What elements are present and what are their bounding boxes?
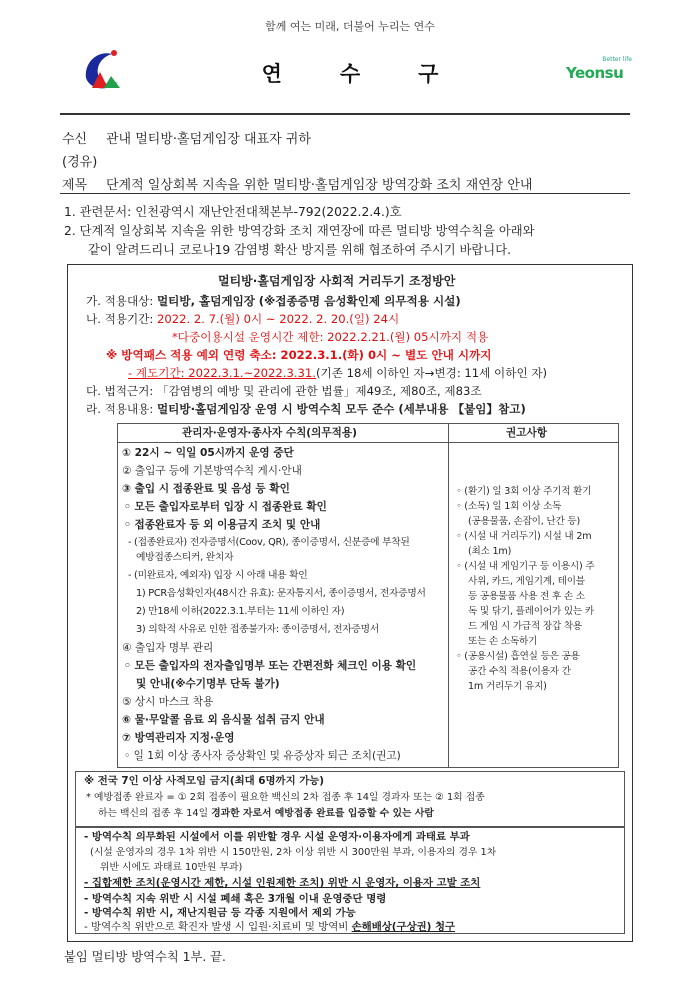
item-da <box>86 383 482 399</box>
rule-6: ⑥ 물·무알콜 음료 외 음식물 섭취 금지 안내 <box>122 714 325 726</box>
item-na <box>86 311 399 327</box>
rule-4: ④ 출입자 명부 관리 <box>122 642 214 654</box>
pass-exception-note: ※ 방역패스 적용 예외 연령 축소: 2022.3.1.(화) 0시 ~ 별도 안내 시까지 <box>106 348 492 362</box>
guidance-period-change: (기존 18세 이하인 자→변경: 11세 이하인 자) <box>315 366 548 380</box>
subject-label: 제목 <box>62 178 88 193</box>
rule-3-sub-2: ◦ 접종완료자 등 외 이용금지 조치 및 안내 <box>124 519 321 531</box>
rule-7-sub: ◦ 일 1회 이상 종사자 증상확인 및 유증상자 퇴근 조치(권고) <box>124 750 401 762</box>
penalty-damages <box>84 920 455 935</box>
rule-5: ⑤ 상시 마스크 착용 <box>122 696 214 708</box>
rule-3-sub-1: ◦ 모든 출입자로부터 입장 시 접종완료 확인 <box>124 501 327 513</box>
item-ga <box>86 293 461 309</box>
rule-4-sub: ◦ 모든 출입자의 전자출입명부 또는 간편전화 체크인 이용 확인 <box>124 660 417 672</box>
item-na-value: 2022. 2. 7.(월) 0시 ~ 2022. 2. 20.(일) 24시 <box>156 312 400 326</box>
rec-games-cont-3: 독 및 닦기, 플레이어가 있는 카 <box>468 606 594 617</box>
yeonsu-brand-logo <box>566 56 634 86</box>
header-divider <box>60 113 630 115</box>
penalty-box <box>75 827 625 934</box>
brand-tagline: Better life <box>602 56 632 63</box>
item-ra-label: 라. 적용내용: <box>86 402 154 416</box>
penalty-damages-plain: - 방역수칙 위반으로 확진자 발생 시 입원·치료비 및 방역비 <box>84 921 352 933</box>
paragraph-2-line-1: 2. 단계적 일상회복 지속을 위한 방역강화 조치 재연장에 따른 멀티방 방역수칙을 아래와 <box>64 224 535 238</box>
brand-wordmark: Yeonsu <box>566 64 624 82</box>
item-na-label: 나. 적용기간: <box>86 312 154 326</box>
via-line: (경유) <box>62 155 98 170</box>
rec-ventilation: ◦ (환기) 일 3회 이상 주기적 환기 <box>456 486 592 497</box>
rec-common-cont-1: 공간 수칙 적용(이용자 간 <box>468 666 571 677</box>
attachment-line: 붙임 멀티방 방역수칙 1부. 끝. <box>64 950 226 964</box>
table-column-divider <box>448 424 449 767</box>
rule-3-vaccinated: - (접종완료자) 전자증명서(Coov, QR), 종이증명서, 신분증에 부착된 <box>128 537 410 548</box>
rec-common: ◦ (공용시설) 흡연실 등은 공용 <box>456 651 580 662</box>
paragraph-2-line-2: 같이 알려드리니 코로나19 감염병 확산 방지를 위해 협조하여 주시기 바랍니다. <box>88 243 511 257</box>
paragraph-1: 1. 관련문서: 인천광역시 재난안전대책본부-792(2022.2.4.)호 <box>64 205 402 219</box>
rule-3-medical: 3) 의학적 사유로 인한 접종불가자: 종이증명서, 전자증명서 <box>136 624 379 635</box>
guidance-period <box>128 365 547 381</box>
rec-games: ◦ (시설 내 게임기구 등 이용시) 주 <box>456 561 595 572</box>
slogan: 함께 여는 미래, 더불어 누리는 연수 <box>265 20 435 33</box>
box-title: 멀티방·홀덤게임장 사회적 거리두기 조정방안 <box>218 274 456 288</box>
recipient-value: 관내 멀티방·홀덤게임장 대표자 귀하 <box>106 132 311 147</box>
rules-table <box>117 423 619 768</box>
item-ra <box>86 401 526 417</box>
rule-3-pcr: 1) PCR음성확인자(48시간 유효): 문자통지서, 종이증명서, 전자증명서 <box>136 588 426 599</box>
penalty-closure: - 방역수칙 지속 위반 시 시설 폐쇄 혹은 3개월 이내 운영중단 명령 <box>84 893 387 905</box>
rule-2: ② 출입구 등에 기본방역수칙 게시·안내 <box>122 465 302 477</box>
rule-3-vaccinated-cont: 예방접종스티커, 완치자 <box>136 552 234 563</box>
item-ga-label: 가. 적용대상: <box>86 294 154 308</box>
vaccination-definition-bold: 경과한 자로서 예방접종 완료를 입증할 수 있는 사람 <box>211 808 434 819</box>
item-na-note: *다중이용시설 운영시간 제한: 2022.2.21.(월) 05시까지 적용 <box>172 330 489 344</box>
recommendations <box>456 484 614 694</box>
rec-disinfection-cont: (공용물품, 손잡이, 난간 등) <box>468 516 581 527</box>
subject-line <box>62 174 533 193</box>
item-ga-note: (※접종증명 음성확인제 의무적용 시설) <box>258 294 461 308</box>
subject-value: 단계적 일상회복 지속을 위한 멀티방·홀덤게임장 방역강화 조치 재연장 안내 <box>106 178 533 193</box>
rule-3-unvaccinated: - (미완료자, 예외자) 입장 시 아래 내용 확인 <box>128 570 308 581</box>
gathering-limit: ※ 전국 7인 이상 사적모임 금지(최대 6명까지 가능) <box>84 775 325 787</box>
rule-3: ③ 출입 시 접종완료 및 음성 등 확인 <box>122 483 290 495</box>
rec-games-cont-1: 사위, 카드, 게임기계, 테이블 <box>468 576 585 587</box>
vaccination-definition-plain: 하는 백신의 접종 후 14일 <box>98 808 212 819</box>
rule-1: ① 22시 ~ 익일 05시까지 운영 중단 <box>122 447 294 459</box>
rec-games-cont-5: 또는 손 소독하기 <box>468 636 538 647</box>
item-da-value: 「감염병의 예방 및 관리에 관한 법률」제49조, 제80조, 제83조 <box>156 384 482 398</box>
vaccination-definition: * 예방접종 완료자 = ① 2회 접종이 필요한 백신의 2차 접종 후 14일 경과자 또는 ② 1회 접종 <box>86 792 485 803</box>
penalty-support-exclusion: - 방역수칙 위반 시, 재난지원금 등 각종 지원에서 제외 가능 <box>84 907 356 919</box>
item-ra-value: 멀티방·홀덤게임장 운영 시 방역수칙 모두 준수 (세부내용 【붙임】참고) <box>156 402 526 416</box>
penalty-fine-detail-cont: 위반 시에도 과태료 10만원 부과) <box>100 862 243 873</box>
recipient-line <box>62 128 311 147</box>
penalty-damages-bold: 손해배상(구상권) 청구 <box>351 921 456 933</box>
rule-3-age: 2) 만18세 이하(2022.3.1.부터는 11세 이하인 자) <box>136 606 345 617</box>
rule-7: ⑦ 방역관리자 지정·운영 <box>122 732 235 744</box>
guidance-period-dates: - 계도기간: 2022.3.1.~2022.3.31. <box>128 366 316 380</box>
rec-distancing: ◦ (시설 내 거리두기) 시설 내 2m <box>456 531 592 542</box>
rec-distancing-cont: (최소 1m) <box>468 546 512 557</box>
recipient-label: 수신 <box>62 132 88 147</box>
rec-common-cont-2: 1m 거리두기 유지) <box>468 681 547 692</box>
organization-title: 연수구 <box>261 62 497 86</box>
table-header-divider <box>118 442 618 443</box>
vaccination-definition-cont <box>98 806 434 821</box>
rec-games-cont-2: 등 공용물품 사용 전 후 손 소 <box>468 591 585 602</box>
penalty-prosecution: - 집합제한 조치(운영시간 제한, 시설 인원제한 조치) 위반 시 운영자, 이용자 고발 조치 <box>84 877 481 889</box>
table-header-mandatory: 관리자·운영자·종사자 수칙(의무적용) <box>182 427 357 439</box>
rec-games-cont-4: 드 게임 시 가급적 장갑 착용 <box>468 621 582 632</box>
item-ga-value: 멀티방, 홀덤게임장 <box>156 294 256 308</box>
rule-4-sub-cont: 및 안내(※수기명부 단독 불가) <box>136 678 280 690</box>
penalty-fine-detail: (시설 운영자의 경우 1차 위반 시 150만원, 2차 이상 위반 시 300만원 부과, 이용자의 경우 1차 <box>90 847 497 858</box>
gathering-note-box <box>75 771 625 827</box>
item-da-label: 다. 법적근거: <box>86 384 154 398</box>
table-header-recommend: 권고사항 <box>506 427 547 439</box>
rec-disinfection: ◦ (소독) 일 1회 이상 소독 <box>456 501 562 512</box>
subject-divider <box>60 193 630 194</box>
penalty-fine: - 방역수칙 의무화된 시설에서 이를 위반할 경우 시설 운영자·이용자에게 과태료 부과 <box>84 831 470 843</box>
